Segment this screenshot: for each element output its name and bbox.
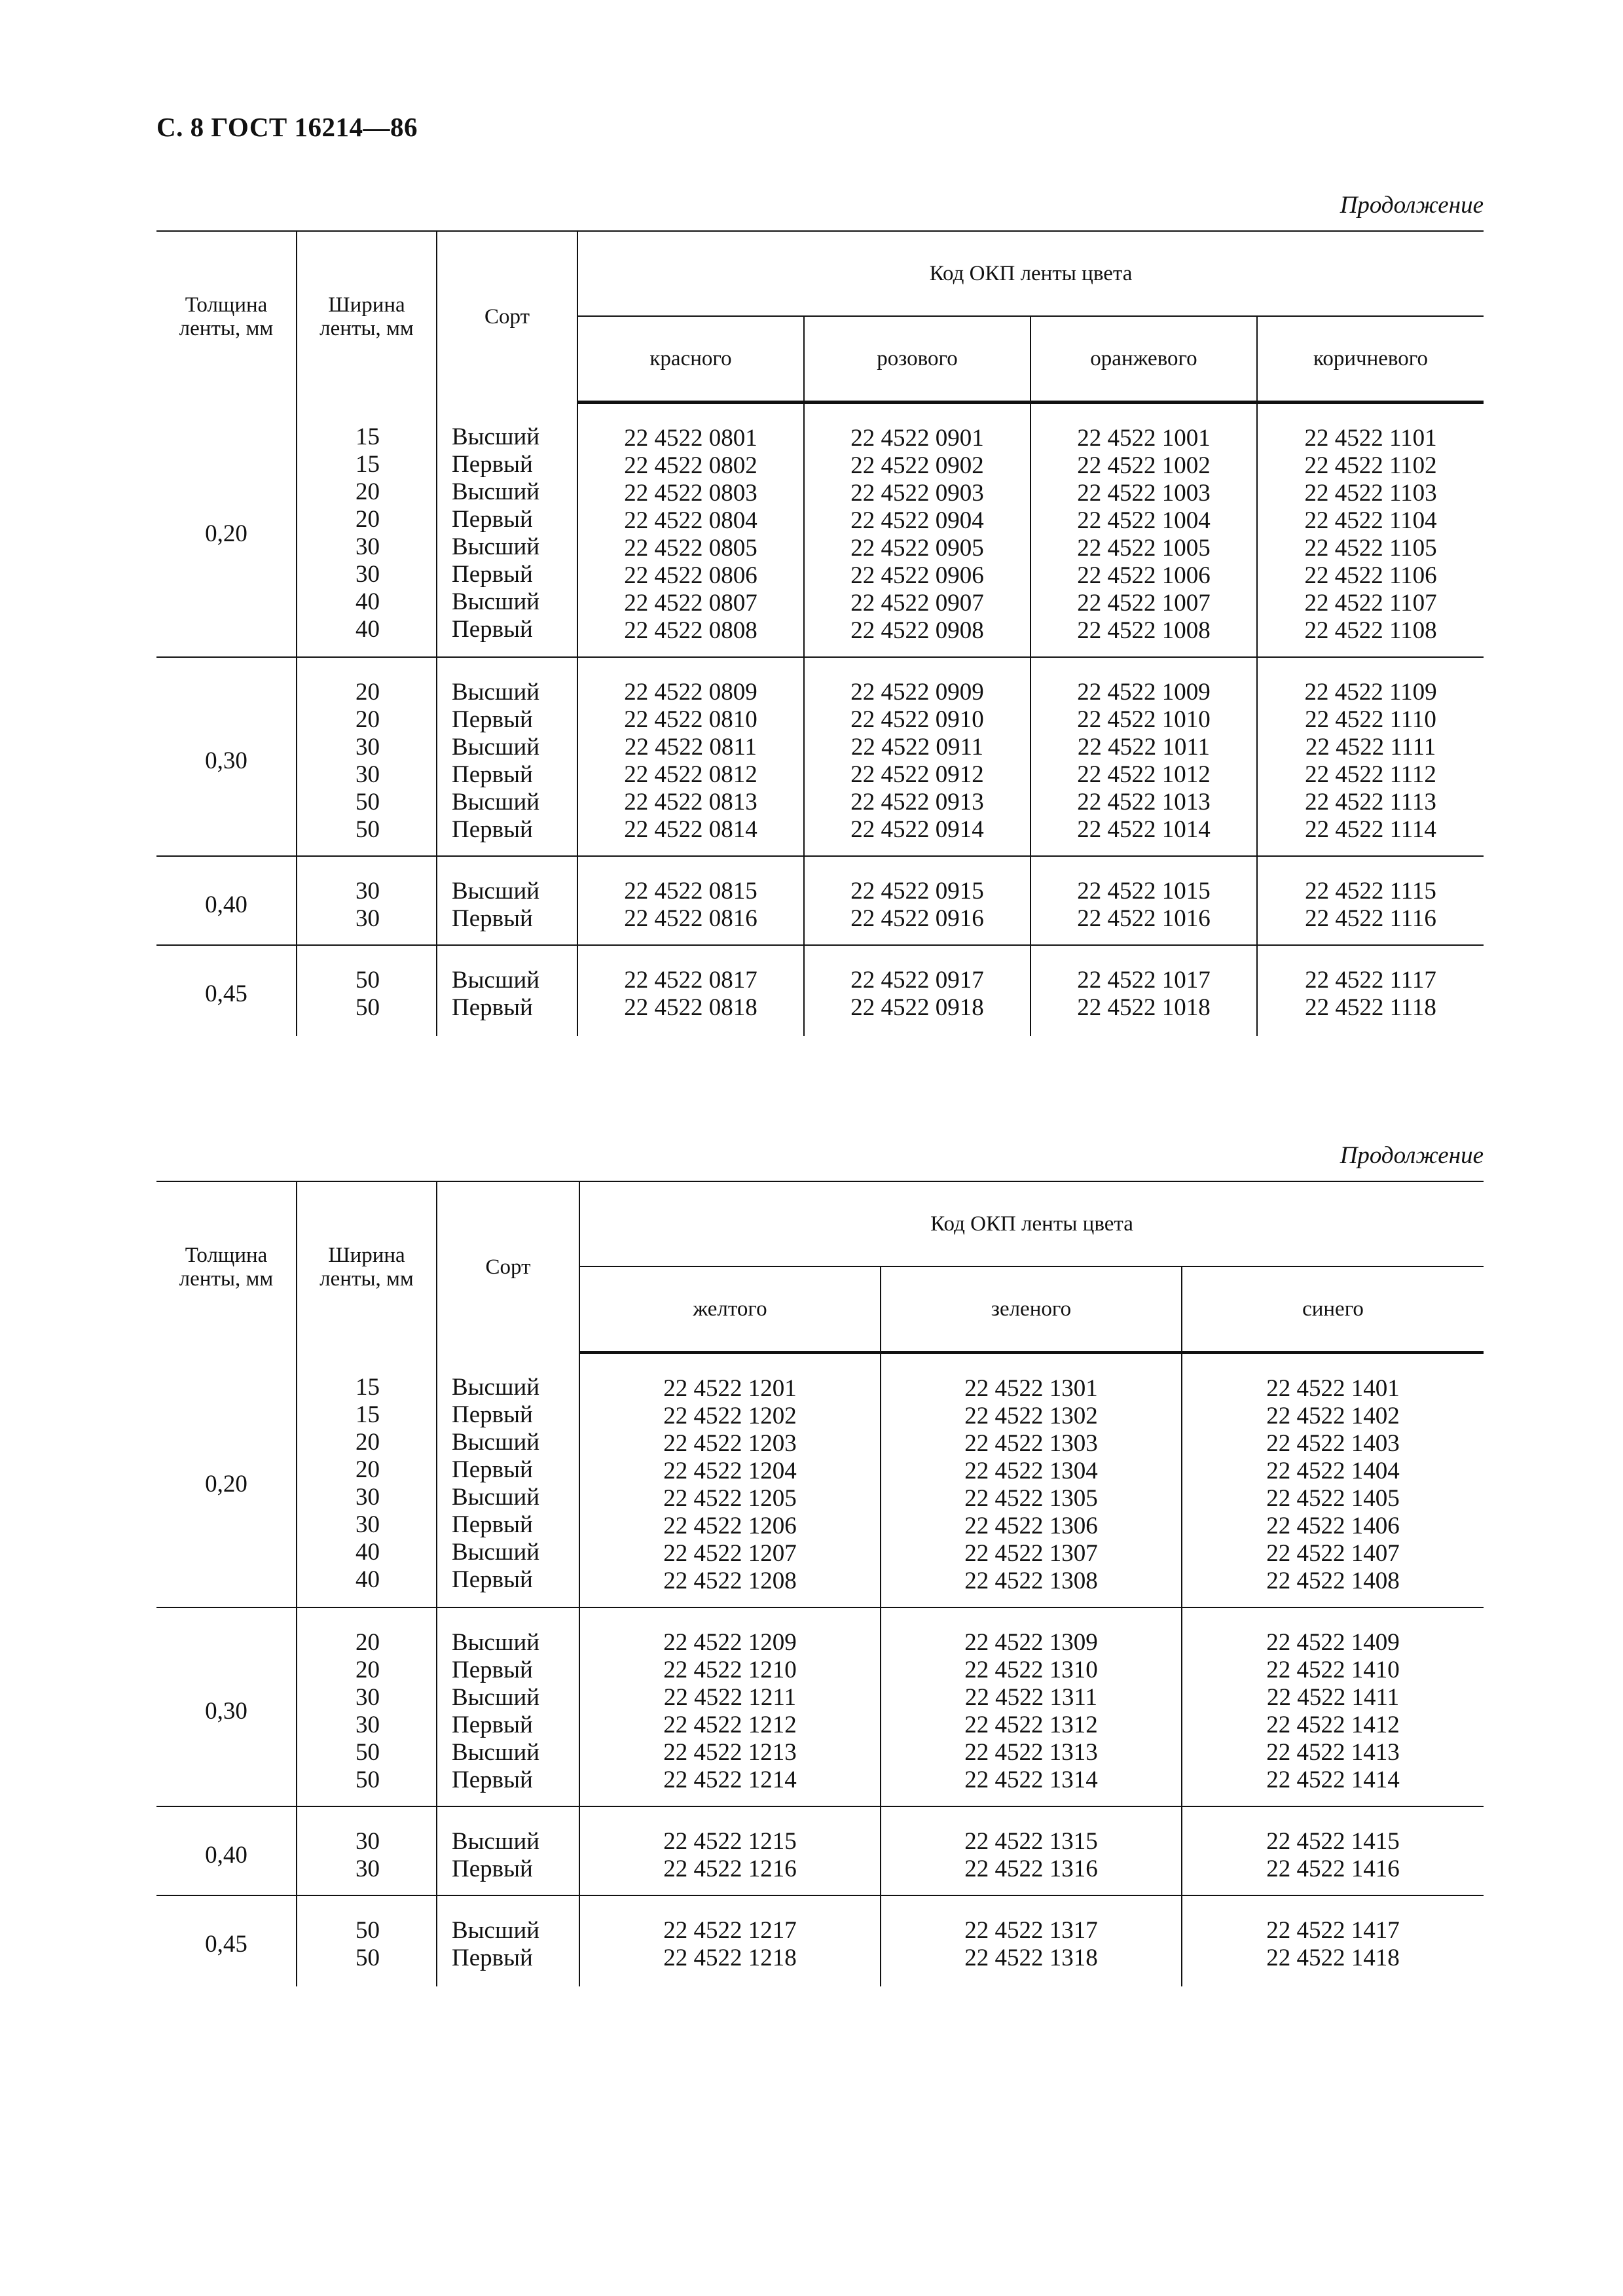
okp-code: 22 4522 1109 [1304, 679, 1437, 706]
okp-code: 22 4522 1216 [663, 1856, 797, 1882]
okp-code: 22 4522 1308 [964, 1568, 1098, 1594]
width-value: 50 [356, 1739, 380, 1766]
okp-code: 22 4522 1017 [1077, 967, 1211, 994]
okp-code: 22 4522 1104 [1304, 507, 1437, 534]
col-header-width: Ширина ленты, мм [297, 231, 437, 403]
okp-code: 22 4522 1108 [1304, 617, 1437, 644]
okp-code: 22 4522 0902 [850, 452, 984, 479]
col-header-thickness: Толщина ленты, мм [156, 231, 297, 403]
thickness-group-row [156, 1607, 1484, 1806]
grade-value: Высший [452, 1684, 540, 1711]
okp-code: 22 4522 1204 [663, 1458, 797, 1484]
col-header-code-group: Код ОКП ленты цвета [579, 1181, 1484, 1266]
grade-value: Высший [452, 533, 540, 560]
okp-code: 22 4522 0816 [624, 905, 757, 932]
okp-code-cell [881, 1895, 1182, 1986]
okp-code: 22 4522 1103 [1304, 480, 1437, 507]
okp-code: 22 4522 1218 [663, 1945, 797, 1971]
width-value: 15 [356, 423, 380, 450]
okp-code: 22 4522 0804 [624, 507, 757, 534]
okp-code: 22 4522 1312 [964, 1712, 1098, 1738]
okp-code-cell [577, 945, 804, 1036]
okp-code-cell [1030, 403, 1257, 658]
grade-value: Высший [452, 1483, 540, 1511]
okp-code: 22 4522 1011 [1077, 734, 1211, 761]
grade-cell [437, 403, 577, 658]
col-header-code-group: Код ОКП ленты цвета [577, 231, 1484, 316]
table-body [156, 403, 1484, 1037]
okp-code: 22 4522 1107 [1304, 590, 1437, 617]
okp-code-cell [1182, 1607, 1484, 1806]
grade-value: Первый [452, 1566, 533, 1593]
grade-value: Высший [452, 967, 540, 994]
okp-code: 22 4522 1113 [1305, 789, 1436, 816]
okp-code-cell [577, 856, 804, 945]
grade-value: Высший [452, 1917, 540, 1944]
okp-code: 22 4522 1118 [1305, 994, 1436, 1021]
okp-code: 22 4522 1102 [1304, 452, 1437, 479]
okp-code: 22 4522 1301 [964, 1375, 1098, 1402]
grade-value: Высший [452, 588, 540, 615]
okp-code: 22 4522 1406 [1266, 1513, 1400, 1539]
okp-code-cell [1257, 945, 1484, 1036]
okp-code: 22 4522 1013 [1077, 789, 1211, 816]
okp-code: 22 4522 1117 [1305, 967, 1436, 994]
thickness-group-row [156, 1353, 1484, 1608]
okp-code: 22 4522 0814 [624, 816, 757, 843]
grade-value: Первый [452, 706, 533, 733]
okp-code-cell [579, 1353, 881, 1608]
width-value: 30 [356, 905, 380, 932]
grade-value: Первый [452, 1945, 533, 1971]
okp-code: 22 4522 1313 [964, 1739, 1098, 1766]
col-header-color: зеленого [881, 1266, 1182, 1353]
okp-code-cell [1030, 945, 1257, 1036]
okp-code: 22 4522 0912 [850, 761, 984, 788]
width-value: 20 [356, 478, 380, 505]
okp-code: 22 4522 1116 [1305, 905, 1436, 932]
okp-code-cell [1182, 1353, 1484, 1608]
okp-code: 22 4522 0809 [624, 679, 757, 706]
thickness-group-row [156, 856, 1484, 945]
thickness-cell: 0,45 [156, 1895, 297, 1986]
okp-code: 22 4522 1008 [1077, 617, 1211, 644]
grade-value: Высший [452, 679, 540, 706]
width-value: 50 [356, 1945, 380, 1971]
okp-code: 22 4522 1203 [663, 1430, 797, 1457]
okp-code: 22 4522 1311 [964, 1684, 1098, 1711]
okp-code: 22 4522 0914 [850, 816, 984, 843]
width-cell [297, 856, 437, 945]
okp-code-cell [804, 657, 1030, 856]
okp-code: 22 4522 1002 [1077, 452, 1211, 479]
width-value: 20 [356, 1456, 380, 1483]
width-cell [297, 945, 437, 1036]
okp-code: 22 4522 1217 [663, 1917, 797, 1944]
okp-code-cell [881, 1806, 1182, 1895]
okp-code: 22 4522 1205 [663, 1485, 797, 1512]
okp-code-table-1 [156, 230, 1484, 1036]
grade-value: Высший [452, 1373, 540, 1401]
grade-value: Первый [452, 615, 533, 643]
okp-code: 22 4522 0808 [624, 617, 757, 644]
okp-code: 22 4522 1404 [1266, 1458, 1400, 1484]
grade-cell [437, 1607, 579, 1806]
grade-value: Первый [452, 505, 533, 533]
okp-code-cell [1257, 657, 1484, 856]
width-value: 30 [356, 734, 380, 761]
grade-value: Первый [452, 1456, 533, 1483]
okp-code: 22 4522 1004 [1077, 507, 1211, 534]
width-value: 40 [356, 615, 380, 643]
width-value: 50 [356, 994, 380, 1021]
grade-cell [437, 856, 577, 945]
okp-code: 22 4522 1206 [663, 1513, 797, 1539]
okp-code: 22 4522 0918 [850, 994, 984, 1021]
width-value: 30 [356, 878, 380, 905]
okp-code-cell [577, 403, 804, 658]
width-value: 40 [356, 588, 380, 615]
okp-code: 22 4522 1105 [1304, 535, 1437, 562]
okp-code: 22 4522 1408 [1266, 1568, 1400, 1594]
okp-code-cell [1182, 1895, 1484, 1986]
col-header-color: розового [804, 316, 1030, 403]
okp-code: 22 4522 1409 [1266, 1629, 1400, 1656]
okp-code: 22 4522 1012 [1077, 761, 1211, 788]
okp-code: 22 4522 1207 [663, 1540, 797, 1567]
okp-code: 22 4522 0805 [624, 535, 757, 562]
okp-code-cell [1030, 856, 1257, 945]
okp-code: 22 4522 1413 [1266, 1739, 1400, 1766]
grade-value: Первый [452, 560, 533, 588]
okp-code: 22 4522 0909 [850, 679, 984, 706]
okp-code: 22 4522 0916 [850, 905, 984, 932]
okp-code: 22 4522 0802 [624, 452, 757, 479]
col-header-grade: Сорт [437, 1181, 579, 1353]
thickness-group-row [156, 1895, 1484, 1986]
thickness-cell: 0,20 [205, 520, 247, 547]
okp-code: 22 4522 1317 [964, 1917, 1098, 1944]
okp-code: 22 4522 0906 [850, 562, 984, 589]
okp-code: 22 4522 0907 [850, 590, 984, 617]
width-value: 30 [356, 1684, 380, 1711]
okp-code: 22 4522 1016 [1077, 905, 1211, 932]
width-value: 15 [356, 1401, 380, 1428]
page-header: С. 8 ГОСТ 16214—86 [156, 112, 418, 142]
thickness-group-row [156, 403, 1484, 658]
grade-value: Высший [452, 734, 540, 761]
okp-code-cell [804, 856, 1030, 945]
continuation-label: Продолжение [1340, 1142, 1484, 1169]
okp-code: 22 4522 1005 [1077, 535, 1211, 562]
width-value: 30 [356, 533, 380, 560]
okp-code: 22 4522 0817 [624, 967, 757, 994]
col-header-thickness: Толщина ленты, мм [156, 1181, 297, 1353]
width-value: 50 [356, 1767, 380, 1793]
width-cell [297, 1895, 437, 1986]
width-value: 30 [356, 560, 380, 588]
grade-value: Первый [452, 1767, 533, 1793]
thickness-cell: 0,45 [156, 945, 297, 1036]
okp-code: 22 4522 0806 [624, 562, 757, 589]
okp-code-cell [1182, 1806, 1484, 1895]
col-header-color: синего [1182, 1266, 1484, 1353]
col-header-color: коричневого [1257, 316, 1484, 403]
okp-code: 22 4522 1403 [1266, 1430, 1400, 1457]
okp-code-cell [1030, 657, 1257, 856]
width-value: 40 [356, 1566, 380, 1593]
okp-code: 22 4522 0803 [624, 480, 757, 507]
okp-code: 22 4522 1315 [964, 1828, 1098, 1855]
grade-value: Первый [452, 450, 533, 478]
col-header-color: красного [577, 316, 804, 403]
grade-value: Первый [452, 1657, 533, 1683]
okp-code: 22 4522 1416 [1266, 1856, 1400, 1882]
okp-code-cell [579, 1895, 881, 1986]
width-value: 50 [356, 789, 380, 816]
grade-value: Первый [452, 1712, 533, 1738]
okp-code: 22 4522 1014 [1077, 816, 1211, 843]
okp-code: 22 4522 1411 [1266, 1684, 1400, 1711]
width-cell [297, 1806, 437, 1895]
okp-code: 22 4522 0904 [850, 507, 984, 534]
grade-value: Высший [452, 1828, 540, 1855]
okp-code-cell [804, 403, 1030, 658]
grade-cell [437, 1806, 579, 1895]
okp-code-cell [881, 1353, 1182, 1608]
okp-code: 22 4522 1303 [964, 1430, 1098, 1457]
okp-code: 22 4522 1401 [1266, 1375, 1400, 1402]
okp-code-cell [577, 657, 804, 856]
width-value: 50 [356, 816, 380, 843]
okp-code: 22 4522 0917 [850, 967, 984, 994]
grade-value: Первый [452, 816, 533, 843]
thickness-cell: 0,20 [205, 1470, 247, 1498]
width-value: 20 [356, 706, 380, 733]
width-value: 30 [356, 1828, 380, 1855]
continuation-label: Продолжение [1340, 192, 1484, 219]
okp-code: 22 4522 0903 [850, 480, 984, 507]
okp-code: 22 4522 1208 [663, 1568, 797, 1594]
okp-code: 22 4522 1018 [1077, 994, 1211, 1021]
okp-code: 22 4522 1101 [1304, 425, 1437, 452]
thickness-cell: 0,40 [156, 1806, 297, 1895]
okp-code: 22 4522 1001 [1077, 425, 1211, 452]
width-value: 30 [356, 1483, 380, 1511]
okp-code: 22 4522 1415 [1266, 1828, 1400, 1855]
thickness-cell: 0,30 [156, 657, 297, 856]
okp-code: 22 4522 0913 [850, 789, 984, 816]
okp-code: 22 4522 1202 [663, 1403, 797, 1429]
width-value: 50 [356, 967, 380, 994]
okp-code: 22 4522 1402 [1266, 1403, 1400, 1429]
okp-code: 22 4522 1115 [1305, 878, 1436, 905]
width-value: 20 [356, 505, 380, 533]
grade-value: Высший [452, 1739, 540, 1766]
okp-code: 22 4522 0911 [850, 734, 984, 761]
okp-code: 22 4522 1209 [663, 1629, 797, 1656]
grade-value: Высший [452, 789, 540, 816]
width-value: 30 [356, 1856, 380, 1882]
okp-code: 22 4522 1304 [964, 1458, 1098, 1484]
okp-code: 22 4522 1215 [663, 1828, 797, 1855]
okp-code: 22 4522 0812 [624, 761, 757, 788]
grade-value: Высший [452, 423, 540, 450]
okp-code: 22 4522 1112 [1305, 761, 1436, 788]
grade-value: Первый [452, 905, 533, 932]
col-header-color: желтого [579, 1266, 881, 1353]
okp-code: 22 4522 0815 [624, 878, 757, 905]
grade-cell [437, 945, 577, 1036]
okp-code: 22 4522 1309 [964, 1629, 1098, 1656]
okp-code: 22 4522 0810 [624, 706, 757, 733]
grade-value: Высший [452, 878, 540, 905]
width-value: 30 [356, 761, 380, 788]
grade-value: Первый [452, 761, 533, 788]
grade-value: Высший [452, 1538, 540, 1566]
width-value: 15 [356, 1373, 380, 1401]
grade-cell [437, 1895, 579, 1986]
okp-code-cell [881, 1607, 1182, 1806]
okp-code: 22 4522 1010 [1077, 706, 1211, 733]
okp-code: 22 4522 1111 [1305, 734, 1436, 761]
col-header-color: оранжевого [1030, 316, 1257, 403]
okp-code: 22 4522 1405 [1266, 1485, 1400, 1512]
okp-code: 22 4522 1305 [964, 1485, 1098, 1512]
width-value: 30 [356, 1712, 380, 1738]
col-header-width: Ширина ленты, мм [297, 1181, 437, 1353]
okp-code: 22 4522 0813 [624, 789, 757, 816]
grade-value: Первый [452, 1856, 533, 1882]
okp-code: 22 4522 1009 [1077, 679, 1211, 706]
width-value: 50 [356, 1917, 380, 1944]
okp-code: 22 4522 1417 [1266, 1917, 1400, 1944]
width-value: 20 [356, 1657, 380, 1683]
okp-code: 22 4522 1106 [1304, 562, 1437, 589]
thickness-group-row [156, 1806, 1484, 1895]
thickness-cell: 0,40 [156, 856, 297, 945]
grade-value: Высший [452, 1629, 540, 1656]
okp-code-cell [579, 1806, 881, 1895]
grade-value: Высший [452, 478, 540, 505]
okp-code: 22 4522 0811 [624, 734, 757, 761]
grade-value: Высший [452, 1428, 540, 1456]
width-value: 20 [356, 1428, 380, 1456]
okp-code: 22 4522 1318 [964, 1945, 1098, 1971]
width-value: 30 [356, 1511, 380, 1538]
okp-code: 22 4522 0818 [624, 994, 757, 1021]
okp-code: 22 4522 1211 [663, 1684, 797, 1711]
thickness-cell: 0,30 [156, 1607, 297, 1806]
okp-code: 22 4522 1412 [1266, 1712, 1400, 1738]
table-body [156, 1353, 1484, 1987]
okp-code: 22 4522 1418 [1266, 1945, 1400, 1971]
width-value: 20 [356, 1629, 380, 1656]
okp-code-table-2 [156, 1181, 1484, 1986]
okp-code: 22 4522 0901 [850, 425, 984, 452]
okp-code: 22 4522 1213 [663, 1739, 797, 1766]
width-cell [297, 1607, 437, 1806]
okp-code-cell [1257, 403, 1484, 658]
width-value: 40 [356, 1538, 380, 1566]
okp-code: 22 4522 1003 [1077, 480, 1211, 507]
okp-code: 22 4522 0910 [850, 706, 984, 733]
okp-code: 22 4522 1316 [964, 1856, 1098, 1882]
okp-code: 22 4522 1410 [1266, 1657, 1400, 1683]
okp-code: 22 4522 1201 [663, 1375, 797, 1402]
okp-code: 22 4522 1210 [663, 1657, 797, 1683]
okp-code: 22 4522 1307 [964, 1540, 1098, 1567]
okp-code-cell [804, 945, 1030, 1036]
okp-code: 22 4522 1110 [1305, 706, 1436, 733]
thickness-group-row [156, 657, 1484, 856]
okp-code: 22 4522 0908 [850, 617, 984, 644]
grade-value: Первый [452, 1511, 533, 1538]
width-cell [297, 1353, 437, 1608]
grade-cell [437, 657, 577, 856]
grade-value: Первый [452, 1401, 533, 1428]
width-cell [297, 657, 437, 856]
okp-code: 22 4522 1214 [663, 1767, 797, 1793]
okp-code: 22 4522 1212 [663, 1712, 797, 1738]
okp-code: 22 4522 1407 [1266, 1540, 1400, 1567]
grade-value: Первый [452, 994, 533, 1021]
okp-code: 22 4522 0807 [624, 590, 757, 617]
okp-code: 22 4522 1015 [1077, 878, 1211, 905]
width-value: 20 [356, 679, 380, 706]
col-header-grade: Сорт [437, 231, 577, 403]
okp-code: 22 4522 0801 [624, 425, 757, 452]
width-value: 15 [356, 450, 380, 478]
okp-code: 22 4522 1310 [964, 1657, 1098, 1683]
okp-code-cell [579, 1607, 881, 1806]
okp-code: 22 4522 1006 [1077, 562, 1211, 589]
okp-code: 22 4522 1306 [964, 1513, 1098, 1539]
okp-code: 22 4522 1114 [1305, 816, 1436, 843]
okp-code: 22 4522 0915 [850, 878, 984, 905]
okp-code: 22 4522 0905 [850, 535, 984, 562]
okp-code: 22 4522 1414 [1266, 1767, 1400, 1793]
okp-code: 22 4522 1007 [1077, 590, 1211, 617]
grade-cell [437, 1353, 579, 1608]
thickness-group-row [156, 945, 1484, 1036]
okp-code-cell [1257, 856, 1484, 945]
okp-code: 22 4522 1314 [964, 1767, 1098, 1793]
width-cell [297, 403, 437, 658]
okp-code: 22 4522 1302 [964, 1403, 1098, 1429]
